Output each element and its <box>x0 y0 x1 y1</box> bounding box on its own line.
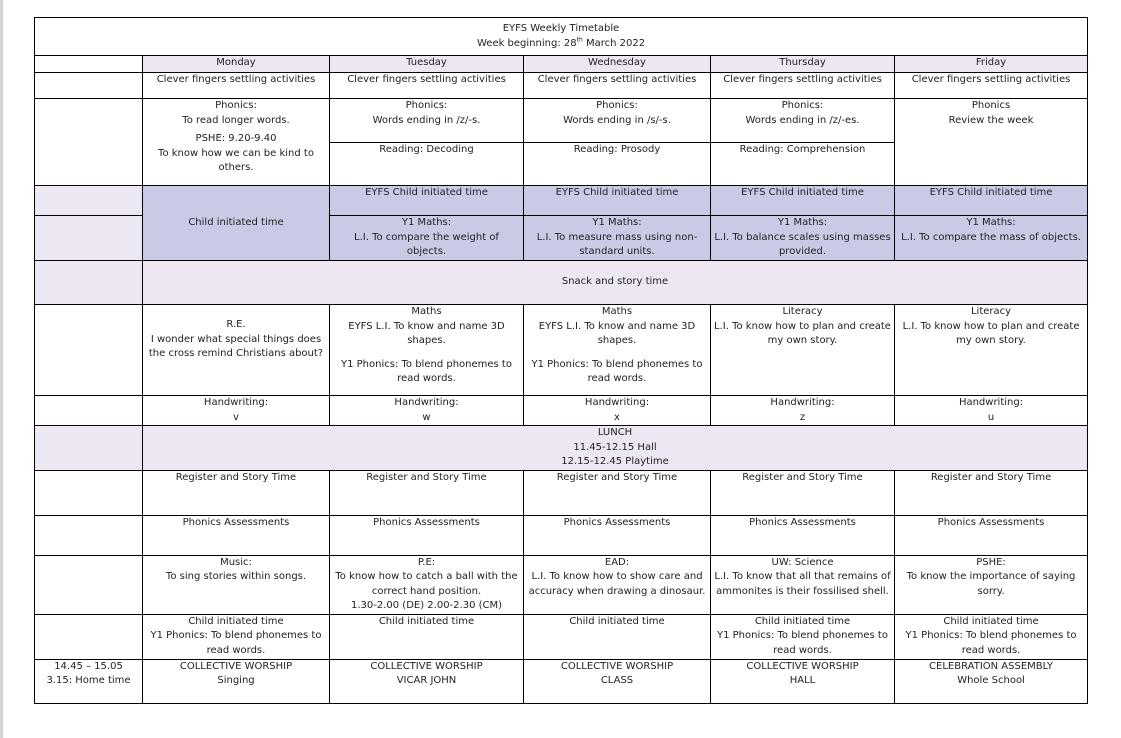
child-initiated-cell: Child initiated time <box>524 614 711 659</box>
y1-maths-cell: Y1 Maths: L.I. To compare the weight of objects. <box>330 216 524 261</box>
child-initiated-cell: Child initiated time Y1 Phonics: To blend phonemes to read words. <box>711 614 895 659</box>
phonics-cell-tuesday: Phonics: Words ending in /z/-s. <box>330 99 524 143</box>
reading-cell: Reading: Prosody <box>524 143 711 186</box>
reading-cell: Reading: Comprehension <box>711 143 895 186</box>
handwriting-cell: Handwriting: x <box>524 396 711 426</box>
maths-cell-wednesday: Maths EYFS L.I. To know and name 3D shapes. Y1 Phonics: To blend phonemes to read words. <box>524 305 711 396</box>
settling-cell: Clever fingers settling activities <box>143 73 330 99</box>
settling-cell: Clever fingers settling activities <box>711 73 895 99</box>
time-cell <box>35 305 143 396</box>
weekly-timetable <box>34 17 1088 704</box>
handwriting-cell: Handwriting: w <box>330 396 524 426</box>
settling-cell: Clever fingers settling activities <box>330 73 524 99</box>
y1-maths-cell: Y1 Maths: L.I. To measure mass using non-standard units. <box>524 216 711 261</box>
assessment-cell: Phonics Assessments <box>895 515 1088 555</box>
time-cell <box>35 515 143 555</box>
timetable-title: EYFS Weekly Timetable <box>502 23 620 34</box>
worship-cell: COLLECTIVE WORSHIP VICAR JOHN <box>330 659 524 703</box>
timetable-title-cell <box>35 18 1088 56</box>
page-edge <box>0 0 3 738</box>
assessment-cell: Phonics Assessments <box>711 515 895 555</box>
register-cell: Register and Story Time <box>895 470 1088 515</box>
settling-cell: Clever fingers settling activities <box>895 73 1088 99</box>
day-header-tuesday: Tuesday <box>330 56 524 73</box>
assessment-cell: Phonics Assessments <box>143 515 330 555</box>
snack-story-cell: Snack and story time <box>143 261 1088 305</box>
lunch-cell: LUNCH 11.45-12.15 Hall 12.15-12.45 Playtime <box>143 426 1088 471</box>
child-initiated-cell: Child initiated time <box>330 614 524 659</box>
eyfs-child-initiated-cell: EYFS Child initiated time <box>330 186 524 216</box>
register-cell: Register and Story Time <box>330 470 524 515</box>
day-header-friday: Friday <box>895 56 1088 73</box>
phonics-cell-monday: Phonics: To read longer words. PSHE: 9.20-9.40 To know how we can be kind to others. <box>143 99 330 186</box>
worship-cell: COLLECTIVE WORSHIP HALL <box>711 659 895 703</box>
eyfs-child-initiated-cell: EYFS Child initiated time <box>711 186 895 216</box>
week-beginning: Week beginning: 28th March 2022 <box>476 36 646 49</box>
literacy-cell-thursday: Literacy L.I. To know how to plan and create my own story. <box>711 305 895 396</box>
y1-maths-cell: Y1 Maths: L.I. To compare the mass of objects. <box>895 216 1088 261</box>
time-cell <box>35 614 143 659</box>
day-header-thursday: Thursday <box>711 56 895 73</box>
handwriting-cell: Handwriting: v <box>143 396 330 426</box>
eyfs-child-initiated-cell: EYFS Child initiated time <box>895 186 1088 216</box>
worship-cell: COLLECTIVE WORSHIP Singing <box>143 659 330 703</box>
handwriting-cell: Handwriting: u <box>895 396 1088 426</box>
time-cell <box>35 261 143 305</box>
child-initiated-cell: Child initiated time Y1 Phonics: To blend phonemes to read words. <box>895 614 1088 659</box>
time-cell <box>35 426 143 471</box>
handwriting-cell: Handwriting: z <box>711 396 895 426</box>
science-cell-thursday: UW: Science L.I. To know that all that remains of ammonites is their fossilised shell. <box>711 555 895 614</box>
y1-maths-cell: Y1 Maths: L.I. To balance scales using masses provided. <box>711 216 895 261</box>
pshe-cell-friday: PSHE: To know the importance of saying sorry. <box>895 555 1088 614</box>
phonics-cell-thursday: Phonics: Words ending in /z/-es. <box>711 99 895 143</box>
phonics-cell-wednesday: Phonics: Words ending in /s/-s. <box>524 99 711 143</box>
maths-cell-tuesday: Maths EYFS L.I. To know and name 3D shapes. Y1 Phonics: To blend phonemes to read words. <box>330 305 524 396</box>
settling-cell: Clever fingers settling activities <box>524 73 711 99</box>
worship-cell: COLLECTIVE WORSHIP CLASS <box>524 659 711 703</box>
register-cell: Register and Story Time <box>524 470 711 515</box>
day-header-wednesday: Wednesday <box>524 56 711 73</box>
assessment-cell: Phonics Assessments <box>330 515 524 555</box>
final-time-cell: 14.45 – 15.05 3.15: Home time <box>35 659 143 703</box>
eyfs-child-initiated-cell: EYFS Child initiated time <box>524 186 711 216</box>
child-initiated-cell: Child initiated time Y1 Phonics: To blend phonemes to read words. <box>143 614 330 659</box>
register-cell: Register and Story Time <box>711 470 895 515</box>
literacy-cell-friday: Literacy L.I. To know how to plan and create my own story. <box>895 305 1088 396</box>
time-header-cell <box>35 56 143 73</box>
time-cell <box>35 73 143 99</box>
assessment-cell: Phonics Assessments <box>524 515 711 555</box>
time-cell <box>35 99 143 186</box>
time-cell <box>35 216 143 261</box>
child-initiated-monday: Child initiated time <box>143 186 330 261</box>
register-cell: Register and Story Time <box>143 470 330 515</box>
day-header-monday: Monday <box>143 56 330 73</box>
reading-cell: Reading: Decoding <box>330 143 524 186</box>
time-cell <box>35 470 143 515</box>
phonics-cell-friday: Phonics Review the week <box>895 99 1088 186</box>
time-cell <box>35 396 143 426</box>
re-cell-monday: R.E. I wonder what special things does the cross remind Christians about? <box>143 305 330 396</box>
time-cell <box>35 555 143 614</box>
music-cell-monday: Music: To sing stories within songs. <box>143 555 330 614</box>
ead-cell-wednesday: EAD: L.I. To know how to show care and accuracy when drawing a dinosaur. <box>524 555 711 614</box>
pe-cell-tuesday: P.E: To know how to catch a ball with the correct hand position. 1.30-2.00 (DE) 2.00-2.30 (CM) <box>330 555 524 614</box>
assembly-cell: CELEBRATION ASSEMBLY Whole School <box>895 659 1088 703</box>
time-cell <box>35 186 143 216</box>
